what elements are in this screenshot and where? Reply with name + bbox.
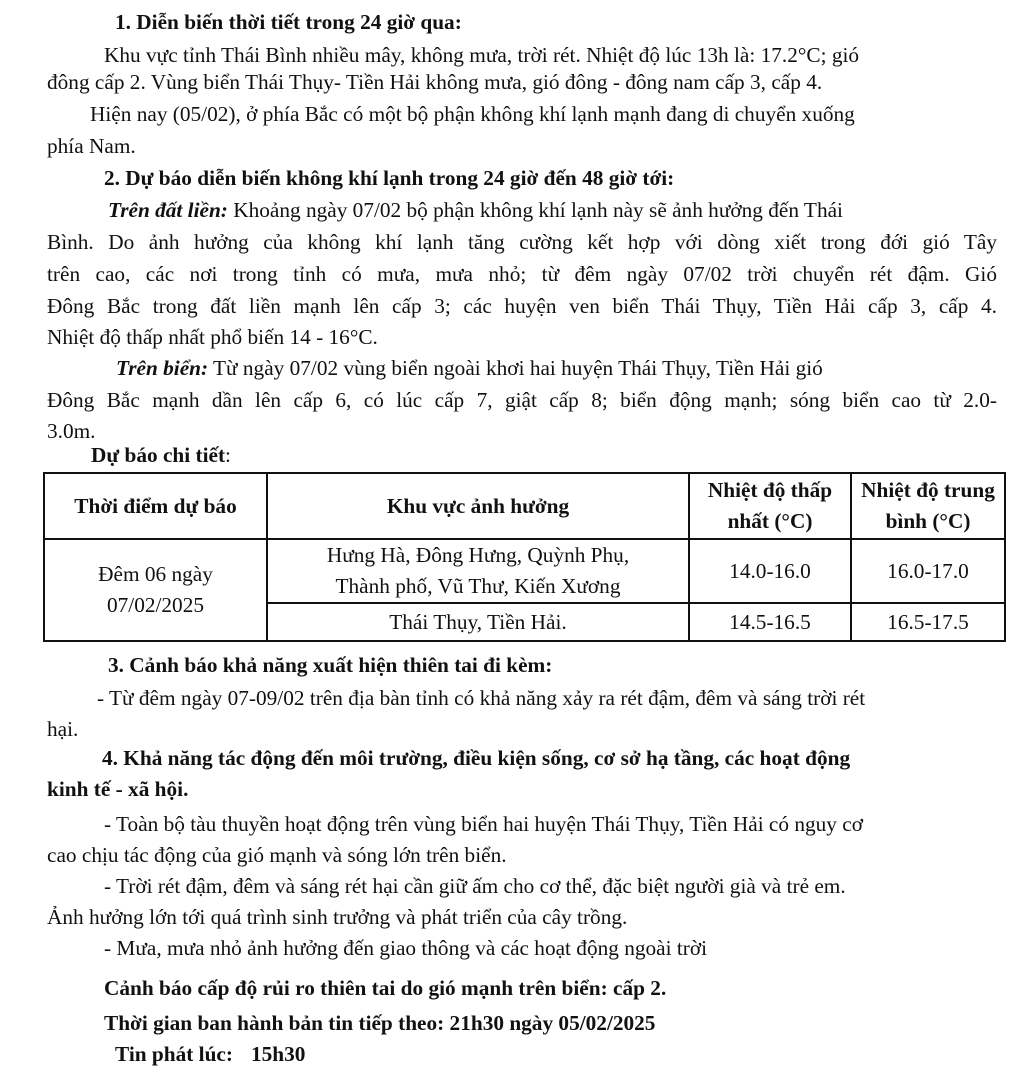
issued-time: 15h30 [250,1042,306,1066]
table-header-row [44,473,1005,539]
issued-label: Tin phát lúc: [115,1042,233,1066]
detail-forecast-label [91,442,231,468]
detail-colon: : [225,443,231,467]
sea-forecast-line [116,355,823,381]
section-4-heading: kinh tế - xã hội. [47,777,189,801]
section-4-text: cao chịu tác động của gió mạnh và sóng lớn trên biển. [47,843,507,867]
sea-forecast-line: Đông Bắc mạnh dần lên cấp 6, có lúc cấp 7, giật cấp 8; biển động mạnh; sóng biển cao từ 2.0- [47,388,997,412]
header-avg-temp: Nhiệt độ trung bình (°C) [851,473,1005,539]
cell-min-temp: 14.5-16.5 [689,603,851,641]
header-time: Thời điểm dự báo [44,473,267,539]
section-4-text: - Trời rét đậm, đêm và sáng rét hại cần giữ ấm cho cơ thể, đặc biệt người già và trẻ em. [104,874,846,898]
section-1-heading: 1. Diễn biến thời tiết trong 24 giờ qua: [115,10,462,34]
land-forecast-line: Đông Bắc trong đất liền mạnh lên cấp 3; các huyện ven biển Thái Thụy, Tiền Hải cấp 3, cấp 4. [47,294,997,318]
land-forecast-line [108,197,843,223]
header-area: Khu vực ảnh hưởng [267,473,689,539]
section-3-text: hại. [47,717,79,741]
section-4-text: Ảnh hưởng lớn tới quá trình sinh trưởng và phát triển của cây trồng. [47,905,628,929]
risk-level-warning: Cảnh báo cấp độ rủi ro thiên tai do gió mạnh trên biển: cấp 2. [104,976,667,1000]
header-min-temp: Nhiệt độ thấp nhất (°C) [689,473,851,539]
section-1-text: phía Nam. [47,134,136,158]
table-row [44,539,1005,603]
cell-area: Hưng Hà, Đông Hưng, Quỳnh Phụ, Thành phố, Vũ Thư, Kiến Xương [267,539,689,603]
section-3-text: - Từ đêm ngày 07-09/02 trên địa bàn tỉnh có khả năng xảy ra rét đậm, đêm và sáng trời rét [97,686,866,710]
section-4-heading: 4. Khả năng tác động đến môi trường, điều kiện sống, cơ sở hạ tầng, các hoạt động [102,746,851,770]
cell-min-temp: 14.0-16.0 [689,539,851,603]
section-1-text: đông cấp 2. Vùng biển Thái Thụy- Tiền Hải không mưa, gió đông - đông nam cấp 3, cấp 4. [47,70,823,94]
forecast-table [43,472,1006,642]
sea-text: Từ ngày 07/02 vùng biển ngoài khơi hai huyện Thái Thụy, Tiền Hải gió [208,356,823,380]
land-forecast-line: Bình. Do ảnh hưởng của không khí lạnh tăng cường kết hợp với dòng xiết trong đới gió Tây [47,230,997,254]
detail-label-text: Dự báo chi tiết [91,443,226,467]
cell-time: Đêm 06 ngày 07/02/2025 [44,539,267,641]
sea-forecast-line: 3.0m. [47,419,96,443]
cell-avg-temp: 16.0-17.0 [851,539,1005,603]
land-forecast-line: trên cao, các nơi trong tỉnh có mưa, mưa nhỏ; từ đêm ngày 07/02 trời chuyển rét đậm. Gió [47,262,997,286]
section-2-heading: 2. Dự báo diễn biến không khí lạnh trong 24 giờ đến 48 giờ tới: [104,166,675,190]
section-1-text: Khu vực tỉnh Thái Bình nhiều mây, không mưa, trời rét. Nhiệt độ lúc 13h là: 17.2°C; gió [104,43,860,67]
section-1-text: Hiện nay (05/02), ở phía Bắc có một bộ phận không khí lạnh mạnh đang di chuyển xuống [90,102,855,126]
sea-label: Trên biển: [116,356,209,380]
section-4-text: - Toàn bộ tàu thuyền hoạt động trên vùng biển hai huyện Thái Thụy, Tiền Hải có nguy cơ [104,812,863,836]
next-issue-time: Thời gian ban hành bản tin tiếp theo: 21h30 ngày 05/02/2025 [104,1011,656,1035]
section-4-text: - Mưa, mưa nhỏ ảnh hưởng đến giao thông và các hoạt động ngoài trời [104,936,708,960]
cell-avg-temp: 16.5-17.5 [851,603,1005,641]
cell-area: Thái Thụy, Tiền Hải. [267,603,689,641]
issued-at [115,1041,305,1067]
land-label: Trên đất liền: [108,198,228,222]
land-text: Khoảng ngày 07/02 bộ phận không khí lạnh này sẽ ảnh hưởng đến Thái [227,198,843,222]
land-forecast-line: Nhiệt độ thấp nhất phổ biến 14 - 16°C. [47,325,378,349]
section-3-heading: 3. Cảnh báo khả năng xuất hiện thiên tai đi kèm: [108,653,553,677]
